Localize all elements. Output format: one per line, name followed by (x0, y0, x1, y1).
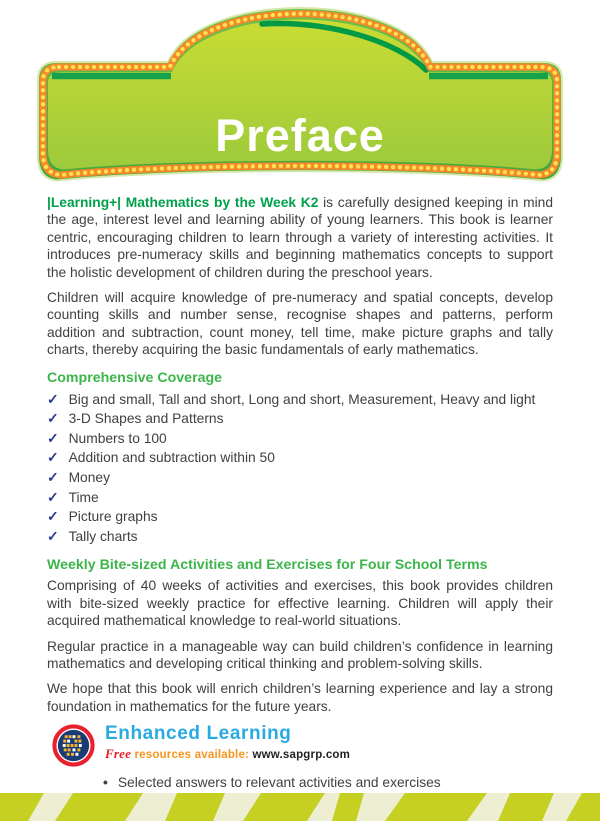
check-icon: ✓ (47, 411, 59, 427)
bullet-icon: • (103, 775, 108, 791)
coverage-item-label: Addition and subtraction within 50 (68, 450, 275, 466)
coverage-item-label: Tally charts (68, 528, 138, 544)
check-icon: ✓ (47, 430, 59, 446)
paragraph-knowledge: Children will acquire knowledge of pre-numeracy and spatial concepts, develop counting skills and number sense, recognise shapes and patterns, perform addition and subtraction, count money, tell time, make picture graphs and tally charts, thereby acquiring the basic fundamentals of early mathematics. (47, 290, 553, 358)
answers-bullet-item (103, 774, 553, 791)
enhanced-learning-title: Enhanced Learning (105, 723, 292, 745)
coverage-item (47, 468, 553, 488)
book-title-lead: |Learning+| Mathematics by the Week K2 (47, 195, 319, 210)
heading-weekly-activities: Weekly Bite-sized Activities and Exercises for Four School Terms (47, 557, 488, 574)
coverage-item-label: 3-D Shapes and Patterns (68, 411, 224, 427)
heading-comprehensive-coverage: Comprehensive Coverage (47, 369, 223, 386)
enhanced-learning-text (105, 723, 350, 762)
coverage-item-label: Numbers to 100 (68, 430, 167, 446)
intro-paragraph (47, 194, 553, 281)
coverage-item (47, 390, 553, 410)
paragraph-we-hope: We hope that this book will enrich children’s learning experience and lay a strong foundation in mathematics for the future years. (47, 681, 553, 714)
website-url: www.sapgrp.com (252, 749, 351, 762)
coverage-item (47, 507, 553, 527)
preface-banner (0, 0, 600, 186)
page-title: Preface (215, 110, 385, 161)
enhanced-learning-tagline (105, 746, 350, 762)
coverage-item-label: Money (68, 470, 110, 486)
coverage-item (47, 429, 553, 449)
resources-available-label: resources available: (134, 749, 250, 762)
coverage-list (47, 390, 553, 547)
abacus-logo-icon (51, 723, 96, 768)
check-icon: ✓ (47, 470, 59, 486)
check-icon: ✓ (47, 509, 59, 525)
enhanced-learning-block (51, 723, 553, 768)
coverage-item (47, 409, 553, 429)
footer-stripes (0, 793, 600, 821)
coverage-item-label: Picture graphs (68, 509, 158, 525)
coverage-item (47, 527, 553, 547)
coverage-item (47, 448, 553, 468)
check-icon: ✓ (47, 391, 59, 407)
check-icon: ✓ (47, 489, 59, 505)
intro-paragraph-text: is carefully designed keeping in mind the age, interest level and learning ability of young learners. This book is learner centric, encouraging children to learn through a variety of interesting activities. It introduces pre-numeracy skills and beginning mathematics concepts to support the holistic development of children during the preschool years. (47, 195, 553, 280)
page-content (0, 194, 600, 824)
answers-bullet-label: Selected answers to relevant activities and exercises (117, 775, 441, 791)
free-label: Free (105, 746, 132, 762)
paragraph-regular-practice: Regular practice in a manageable way can build children’s confidence in learning mathematics and developing critical thinking and problem-solving skills. (47, 638, 553, 672)
coverage-item-label: Big and small, Tall and short, Long and short, Measurement, Heavy and light (68, 391, 536, 407)
paragraph-comprising: Comprising of 40 weeks of activities and exercises, this book provides children with bite-sized weekly practice for effective learning. Children will apply their acquired mathematical knowledge to real-world situations. (47, 578, 553, 629)
coverage-item-label: Time (68, 489, 99, 505)
coverage-item (47, 488, 553, 508)
check-icon: ✓ (47, 528, 59, 544)
check-icon: ✓ (47, 450, 59, 466)
banner-sign-graphic (0, 0, 600, 186)
